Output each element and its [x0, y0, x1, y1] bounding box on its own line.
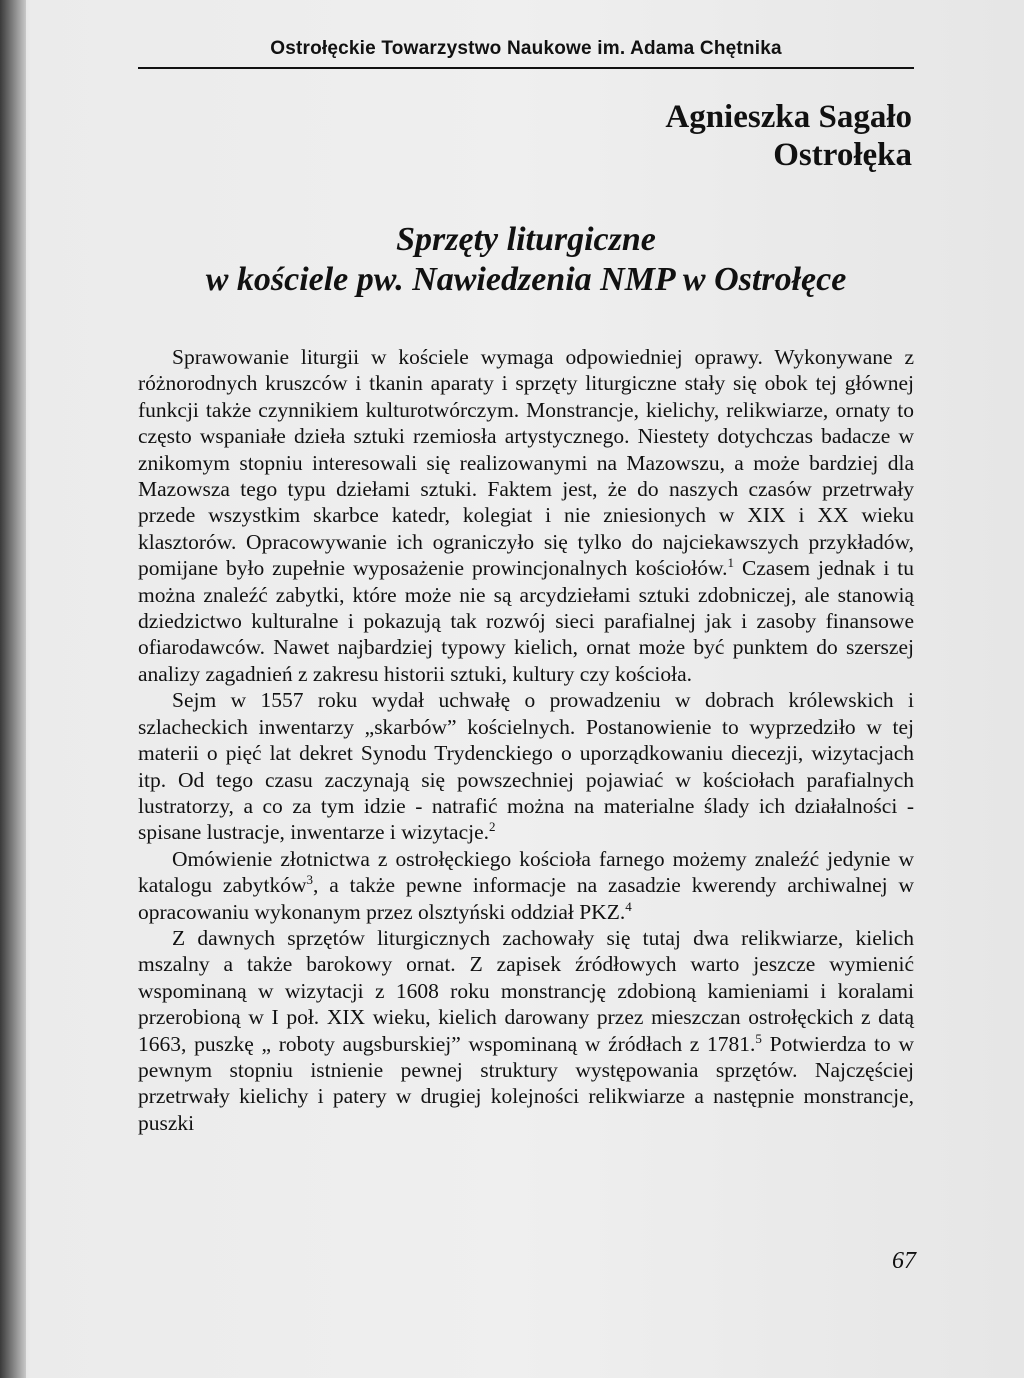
paragraph-3-text-b: , a także pewne informacje na zasadzie kwerendy archiwalnej w opracowaniu wykonanym przez olsztyński oddział PKZ.: [138, 873, 915, 924]
paragraph-2-text-a: Sejm w 1557 roku wydał uchwałę o prowadzeniu w dobrach królewskich i szlacheckich inwentarzy „skarbów” kościelnych. Postanowienie to wyprzedziło w tej materii o pięć lat dekret Synodu Trydenckiego o uporządkowaniu diecezji, wizytacjach itp. Od tego czasu zaczynają się powszechniej pojawiać w kościołach parafialnych lustratorzy, a co za tym idzie - natrafić można na materialne ślady ich działalności - spisane lustracje, inwentarze i wizytacje.: [138, 688, 914, 845]
page-number: 67: [892, 1248, 916, 1274]
footnote-ref-1: 1: [727, 555, 735, 571]
title-line-2: w kościele pw. Nawiedzenia NMP w Ostrołęce: [205, 261, 847, 298]
paragraph-4-text-a: Z dawnych sprzętów liturgicznych zachowały się tutaj dwa relikwiarze, kielich mszalny a także barokowy ornat. Z zapisek źródłowych warto jeszcze wymienić wspominaną w wizytacji z 1608 roku monstrancję zdobioną kamieniami i koralami przerobioną w I poł. XIX wieku, kielich darowany przez mieszczan ostrołęckich z datą 1663, puszkę „ roboty augsburskiej” wspominaną w źródłach z 1781.: [138, 925, 914, 1056]
paragraph-4-text-b: Potwierdza to w pewnym stopniu istnienie pewnej struktury występowania sprzętów. Najczęściej przetrwały kielichy i patery w drugiej kolejności relikwiarze a następnie monstrancje, puszki: [138, 1031, 914, 1135]
paragraph-1: [138, 344, 914, 687]
paragraph-3-text-a: Omówienie złotnictwa z ostrołęckiego kościoła farnego możemy znaleźć jedynie w katalogu zabytków: [138, 846, 914, 898]
author-name: Agnieszka Sagało: [665, 99, 912, 135]
footnote-ref-5: 5: [755, 1030, 762, 1046]
title-line-1: Sprzęty liturgiczne: [396, 221, 656, 258]
paragraph-3: [138, 846, 914, 925]
binding-shadow: [0, 0, 26, 1378]
author-location: Ostrołęka: [773, 137, 912, 173]
footnote-ref-3: 3: [306, 871, 313, 887]
paragraph-4: [138, 925, 914, 1136]
footnote-ref-4: 4: [625, 898, 632, 914]
paragraph-2: [138, 687, 914, 845]
footnote-ref-2: 2: [489, 819, 496, 835]
header-rule: [138, 67, 914, 69]
article-title: [138, 220, 914, 300]
running-header: Ostrołęckie Towarzystwo Naukowe im. Adama Chętnika: [270, 38, 782, 59]
paragraph-1-text-a: Sprawowanie liturgii w kościele wymaga odpowiedniej oprawy. Wykonywane z różnorodnych kruszców i tkanin aparaty i sprzęty liturgiczne stały się obok tej głównej funkcji także czynnikiem kulturotwórczym. Monstrancje, kielichy, relikwiarze, ornaty to często wspaniałe dzieła sztuki rzemiosła artystycznego. Niestety dotychczas badacze w znikomym stopniu interesowali się realizowanymi na Mazowszu, a może bardziej dla Mazowsza tego typu dziełami sztuki. Faktem jest, że do naszych czasów przetrwały przede wszystkim skarbce katedr, kolegiat i nie zniesionych w XIX i XX wieku klasztorów. Opracowywanie ich ograniczyło się tylko do najciekawszych przykładów, pomijane było zupełnie wyposażenie prowincjonalnych kościołów.: [138, 345, 914, 581]
article-body: [138, 344, 914, 1136]
author-block: [665, 98, 912, 174]
paragraph-1-text-b: Czasem jednak i tu można znaleźć zabytki, które może nie są arcydziełami sztuki zdobniczej, ale stanowią dziedzictwo kulturalne i pokazują tak rozwój sieci parafialnej jak i zasoby finansowe ofiarodawców. Nawet najbardziej typowy kielich, ornat może być punktem do szerszej analizy zagadnień z zakresu historii sztuki, kultury czy kościoła.: [138, 556, 914, 686]
